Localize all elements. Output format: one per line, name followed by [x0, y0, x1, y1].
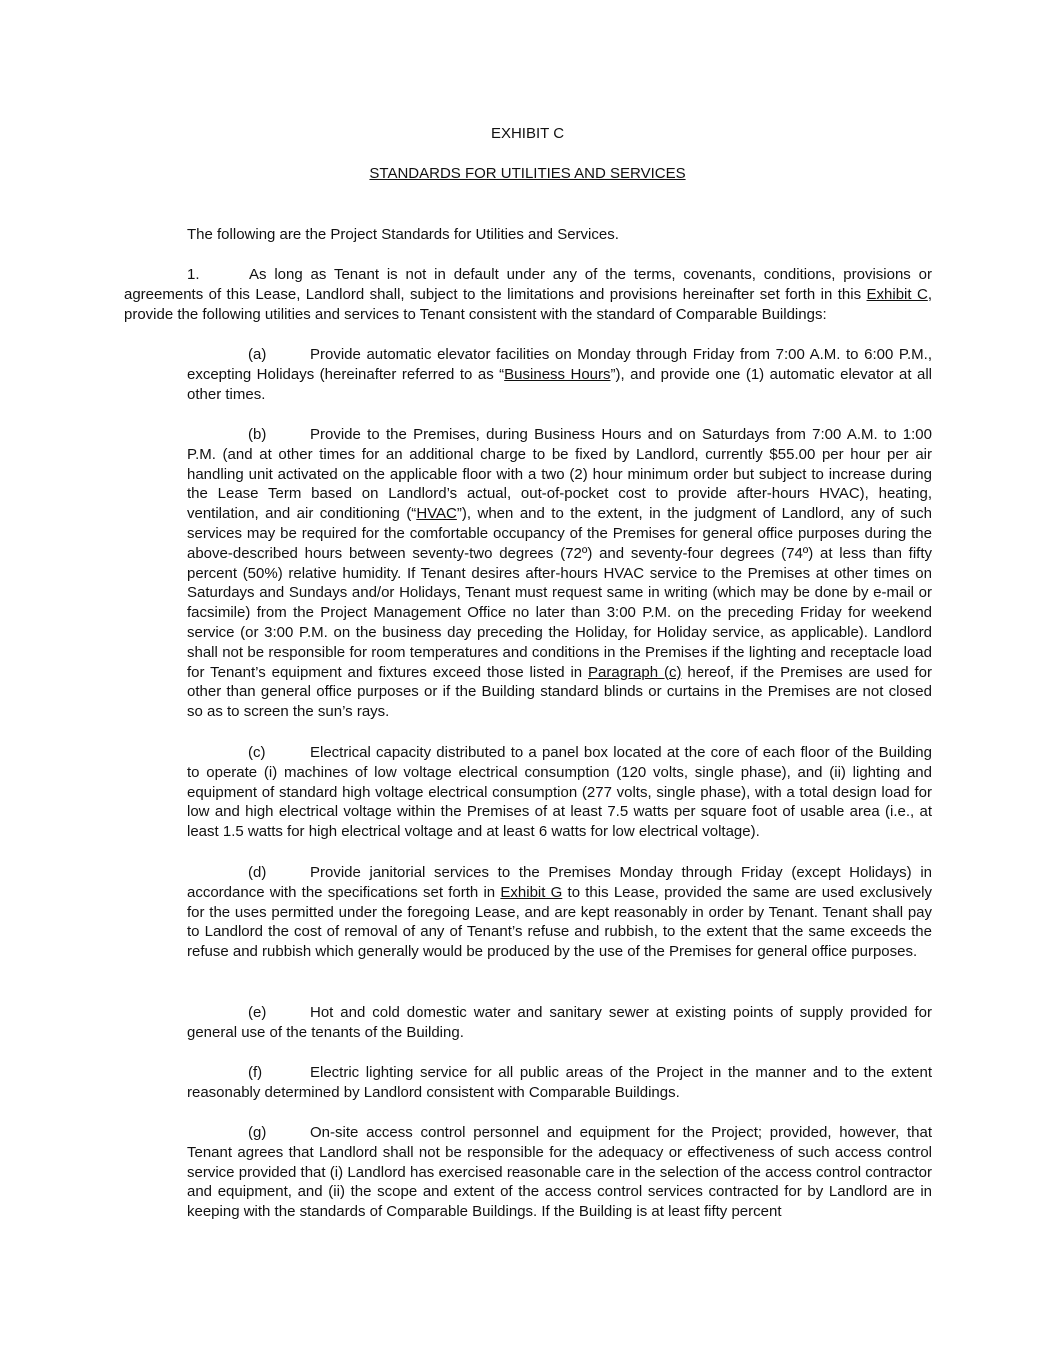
section-1-number: 1.: [187, 266, 200, 283]
exhibit-subtitle: STANDARDS FOR UTILITIES AND SERVICES: [369, 165, 686, 182]
item-d-text-a: Provide janitorial services to the Premises Monday through Friday (except Holidays) in accordance with the specifications set forth in: [187, 864, 932, 901]
item-e-paragraph: [187, 1003, 932, 1043]
item-c-text: Electrical capacity distributed to a panel box located at the core of each floor of the Building to operate (i) machines of low voltage electrical consumption (120 volts, single phase), and (ii) lighting and equipment of standard high voltage electrical consumption (277 volts, single phase), with a total design load for low and high electrical voltage within the Premises of at least 7.5 watts per square foot of usable area (i.e., at least 1.5 watts for high electrical voltage and at least 6 watts for low electrical voltage).: [187, 744, 932, 841]
item-f-text: Electric lighting service for all public areas of the Project in the manner and to the extent reasonably determined by Landlord consistent with Comparable Buildings.: [187, 1064, 932, 1101]
item-c-paragraph: [187, 743, 932, 842]
exhibit-title: EXHIBIT C: [490, 125, 565, 142]
item-a-label: (a): [248, 346, 267, 363]
exhibit-g-reference: Exhibit G: [500, 883, 563, 901]
item-b-label: (b): [248, 426, 267, 443]
item-b-text-c: hereof, if the Premises are used for other than general office purposes or if the Building standard blinds or curtains in the Premises are not closed so as to screen the sun’s rays.: [187, 663, 932, 721]
item-d-label: (d): [248, 864, 267, 881]
item-b-text-a: Provide to the Premises, during Business Hours and on Saturdays from 7:00 A.M. to 1:00 P.M. (and at other times for an additional charge to be fixed by Landlord, currently $55.00 per hour per air handling unit activated on the applicable floor with a two (2) hour minimum order but subject to increase during the Lease Term based on Landlord’s actual, out-of-pocket cost to provide after-hours HVAC), heating, ventilation, and air conditioning (“: [187, 426, 932, 523]
section-1-paragraph: [124, 265, 932, 324]
item-g-label: (g): [248, 1124, 267, 1141]
hvac-term: HVAC: [416, 505, 457, 523]
item-d-text-b: to this Lease, provided the same are used exclusively for the uses permitted under the foregoing Lease, and are kept reasonably in order by Tenant. Tenant shall pay to Landlord the cost of removal of any of Tenant’s refuse and rubbish, to the extent that the same exceeds the refuse and rubbish which generally would be produced by the use of the Premises for general office purposes.: [187, 883, 933, 961]
item-b-text-b: ”), when and to the extent, in the judgment of Landlord, any of such services may be required for the comfortable occupancy of the Premises for general office purposes during the above-described hours between seventy-two degrees (72º) and seventy-four degrees (74º) at less than fifty percent (50%) relative humidity. If Tenant desires after-hours HVAC service to the Premises at other times on Saturdays and Sundays and/or Holidays, Tenant must request same in writing (which may be done by e-mail or facsimile) from the Project Management Office no later than 3:00 P.M. on the preceding Friday for weekend service (or 3:00 P.M. on the business day preceding the Holiday, for Holiday service, as applicable). Landlord shall not be responsible for room temperatures and conditions in the Premises if the lighting and receptacle load for Tenant’s equipment and fixtures exceed those listed in: [187, 505, 932, 681]
item-a-text-b: ”), and provide one (1) automatic elevator at all other times.: [187, 365, 932, 403]
item-g-paragraph: [187, 1123, 932, 1222]
item-d-paragraph: [187, 863, 932, 962]
section-1-text-a: As long as Tenant is not in default under any of the terms, covenants, conditions, provisions or agreements of this Lease, Landlord shall, subject to the limitations and provisions hereinafter set forth in this: [124, 266, 932, 303]
item-f-paragraph: [187, 1063, 932, 1103]
item-g-text: On-site access control personnel and equipment for the Project; provided, however, that Tenant agrees that Landlord shall not be responsible for the adequacy or effectiveness of such access control service provided that (i) Landlord has exercised reasonable care in the selection of the access control contractor and equipment, and (ii) the scope and extent of the access control services contracted for by Landlord are in keeping with the standards of Comparable Buildings. If the Building is at least fifty percent: [187, 1124, 932, 1221]
item-f-label: (f): [248, 1064, 263, 1081]
item-a-text-a: Provide automatic elevator facilities on Monday through Friday from 7:00 A.M. to 6:00 P.M., excepting Holidays (hereinafter referred to as “: [187, 346, 932, 383]
item-c-label: (c): [248, 744, 266, 761]
paragraph-c-reference: Paragraph (c): [588, 663, 682, 681]
intro-paragraph: The following are the Project Standards for Utilities and Services.: [187, 226, 619, 243]
section-1-text-b: , provide the following utilities and services to Tenant consistent with the standard of Comparable Buildings:: [124, 285, 932, 323]
item-a-paragraph: [187, 345, 932, 404]
item-e-text: Hot and cold domestic water and sanitary sewer at existing points of supply provided for general use of the tenants of the Building.: [187, 1004, 932, 1041]
exhibit-c-reference: Exhibit C: [866, 285, 928, 303]
item-b-paragraph: [187, 425, 932, 722]
item-e-label: (e): [248, 1004, 267, 1021]
business-hours-term: Business Hours: [504, 365, 611, 383]
